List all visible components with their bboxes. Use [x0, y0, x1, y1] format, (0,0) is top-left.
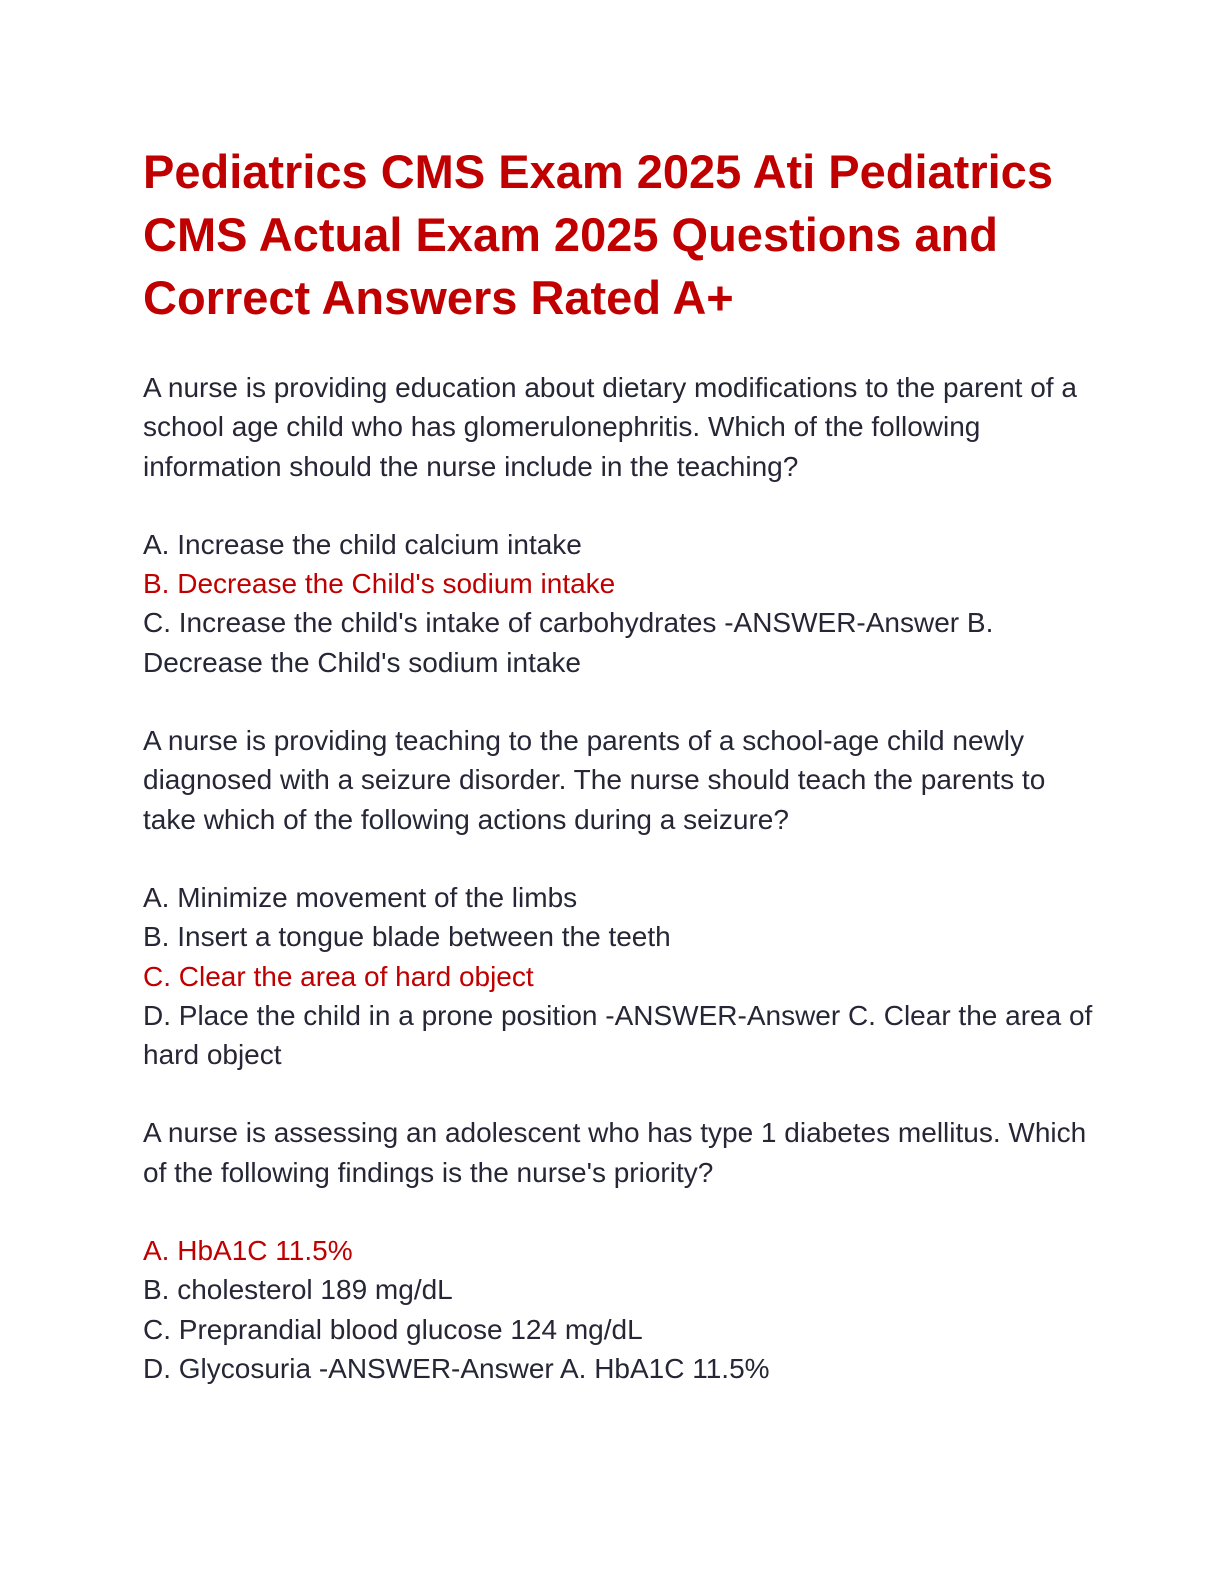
correct-answer-option: C. Clear the area of hard object — [143, 960, 534, 992]
question-stem: A nurse is providing teaching to the parents of a school-age child newly diagnosed with a seizure disorder. The nurse should teach the parents to take which of the following actions during a seizure? — [143, 725, 1046, 835]
answer-option: C. Increase the child's intake of carbohydrates -ANSWER-Answer B. Decrease the Child's sodium intake — [143, 607, 994, 678]
answer-option: B. Insert a tongue blade between the teeth — [143, 921, 671, 953]
answer-option: B. cholesterol 189 mg/dL — [143, 1274, 453, 1306]
questions-list — [143, 368, 1103, 1427]
answer-option: D. Place the child in a prone position -ANSWER-Answer C. Clear the area of hard object — [143, 999, 1093, 1071]
correct-answer-option: B. Decrease the Child's sodium intake — [143, 568, 616, 600]
question-2 — [143, 721, 1103, 1074]
question-3 — [143, 1113, 1103, 1388]
question-stem: A nurse is assessing an adolescent who has type 1 diabetes mellitus. Which of the following findings is the nurse's priority? — [143, 1117, 1087, 1188]
answer-option: C. Preprandial blood glucose 124 mg/dL — [143, 1313, 643, 1345]
answer-option: A. Minimize movement of the limbs — [143, 881, 578, 913]
answer-option: D. Glycosuria -ANSWER-Answer A. HbA1C 11.5% — [143, 1352, 770, 1384]
document-title: Pediatrics CMS Exam 2025 Ati Pediatrics CMS Actual Exam 2025 Questions and Correct Answers Rated A+ — [143, 145, 1053, 324]
answer-option: A. Increase the child calcium intake — [143, 528, 582, 560]
question-1 — [143, 368, 1103, 682]
correct-answer-option: A. HbA1C 11.5% — [143, 1235, 353, 1267]
question-stem: A nurse is providing education about dietary modifications to the parent of a school age child who has glomerulonephritis. Which of the following information should the nurse include in the teaching? — [143, 372, 1077, 482]
